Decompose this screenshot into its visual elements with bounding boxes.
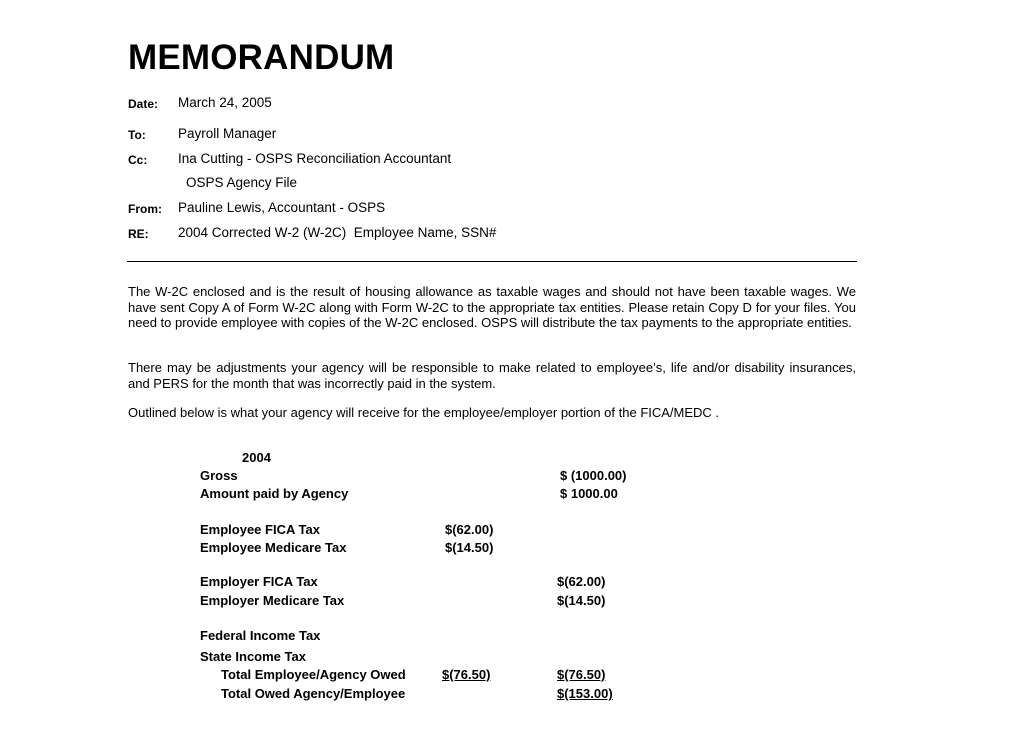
federal-income-tax-label: Federal Income Tax bbox=[200, 628, 321, 643]
header-divider bbox=[127, 261, 857, 262]
cc-value-secondary: OSPS Agency File bbox=[186, 175, 298, 190]
date-label: Date: bbox=[128, 97, 159, 111]
gross-label: Gross bbox=[200, 468, 238, 483]
employer-fica-value: $(62.00) bbox=[557, 574, 606, 589]
total-employee-agency-owed-value-employee: $(76.50) bbox=[442, 667, 491, 682]
total-owed-agency-employee-label: Total Owed Agency/Employee bbox=[221, 686, 406, 701]
employee-fica-label: Employee FICA Tax bbox=[200, 522, 320, 537]
employer-medicare-value: $(14.50) bbox=[557, 593, 606, 608]
body-paragraph-1: The W-2C enclosed and is the result of housing allowance as taxable wages and should not have been taxable wages. We have sent Copy A of Form W-2C along with Form W-2C to the appropriate tax entities. Please retain Copy D for your files. You need to provide employee with copies of the W-2C enclosed. OSPS will distribute the tax payments to the appropriate entities. bbox=[128, 284, 856, 330]
date-value: March 24, 2005 bbox=[178, 95, 272, 110]
total-owed-agency-employee-value: $(153.00) bbox=[557, 686, 613, 701]
employee-medicare-value: $(14.50) bbox=[445, 540, 494, 555]
state-income-tax-label: State Income Tax bbox=[200, 649, 306, 664]
total-employee-agency-owed-label: Total Employee/Agency Owed bbox=[221, 667, 406, 682]
cc-value-primary: Ina Cutting - OSPS Reconciliation Accountant bbox=[178, 151, 452, 166]
employee-medicare-label: Employee Medicare Tax bbox=[200, 540, 347, 555]
table-year: 2004 bbox=[242, 450, 271, 465]
amount-paid-label: Amount paid by Agency bbox=[200, 486, 349, 501]
from-label: From: bbox=[128, 202, 162, 216]
to-value: Payroll Manager bbox=[178, 126, 277, 141]
from-value: Pauline Lewis, Accountant - OSPS bbox=[178, 200, 386, 215]
to-label: To: bbox=[128, 128, 146, 142]
employer-fica-label: Employer FICA Tax bbox=[200, 574, 318, 589]
employee-fica-value: $(62.00) bbox=[445, 522, 494, 537]
body-paragraph-3: Outlined below is what your agency will receive for the employee/employer portion of the FICA/MEDC . bbox=[128, 405, 720, 420]
re-value: 2004 Corrected W-2 (W-2C) Employee Name, SSN# bbox=[178, 225, 497, 240]
amount-paid-value: $ 1000.00 bbox=[560, 486, 618, 501]
memo-title: MEMORANDUM bbox=[128, 38, 395, 77]
re-label: RE: bbox=[128, 227, 149, 241]
cc-label: Cc: bbox=[128, 153, 148, 167]
gross-value: $ (1000.00) bbox=[560, 468, 627, 483]
employer-medicare-label: Employer Medicare Tax bbox=[200, 593, 345, 608]
total-employee-agency-owed-value-employer: $(76.50) bbox=[557, 667, 606, 682]
body-paragraph-2: There may be adjustments your agency will be responsible to make related to employee’s, life and/or disability insurances, and PERS for the month that was incorrectly paid in the system. bbox=[128, 360, 856, 391]
